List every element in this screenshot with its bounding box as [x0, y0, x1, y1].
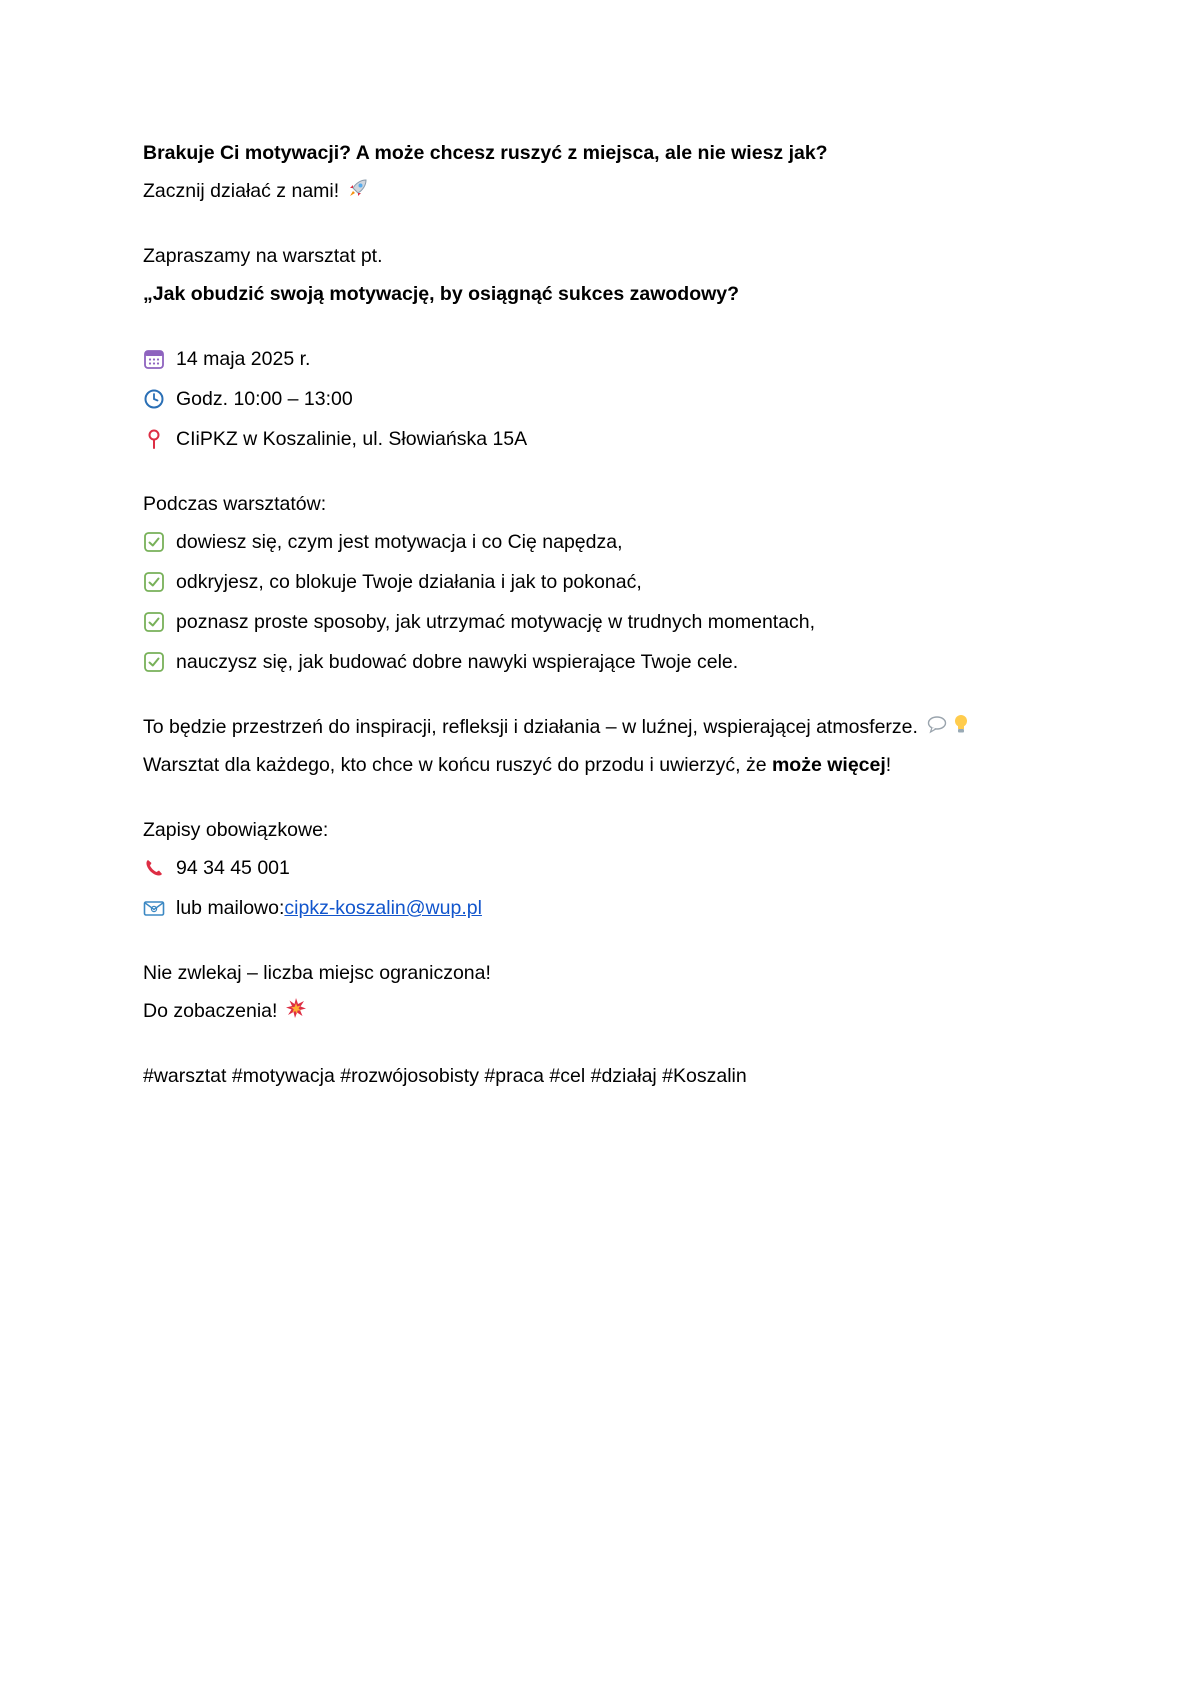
phone-line — [143, 856, 290, 880]
everyone-bold-text: może więcej — [771, 754, 886, 776]
hashtags: #warsztat #motywacja #rozwójosobisty #praca #cel #działaj #Koszalin — [143, 1065, 747, 1087]
everyone-text: Warsztat dla każdego, kto chce w końcu ruszyć do przodu i uwierzyć, że — [143, 754, 772, 776]
list-item-text: nauczysz się, jak budować dobre nawyki wspierające Twoje cele. — [176, 651, 739, 673]
email-link[interactable]: cipkz-koszalin@wup.pl — [284, 897, 482, 919]
list-item — [143, 610, 815, 634]
rocket-icon — [347, 177, 369, 205]
hurry-text: Nie zwlekaj – liczba miejsc ograniczona! — [143, 962, 491, 984]
see-you-line — [143, 999, 307, 1023]
invite-text: Zapraszamy na warsztat pt. — [143, 245, 383, 267]
envelope-icon — [143, 897, 165, 919]
mail-label: lub mailowo: — [176, 897, 285, 919]
time-text: Godz. 10:00 – 13:00 — [176, 388, 353, 410]
space-line — [143, 715, 970, 739]
list-item — [143, 650, 738, 674]
check-box-icon — [143, 651, 165, 673]
list-item-text: odkryjesz, co blokuje Twoje działania i jak to pokonać, — [176, 571, 642, 593]
list-item-text: poznasz proste sposoby, jak utrzymać motywację w trudnych momentach, — [176, 611, 816, 633]
mail-line — [143, 896, 482, 920]
time-line — [143, 387, 353, 411]
phone-icon — [143, 857, 165, 879]
place-text: CIiPKZ w Koszalinie, ul. Słowiańska 15A — [176, 428, 528, 450]
everyone-end-text: ! — [885, 754, 892, 776]
pushpin-icon — [143, 428, 165, 450]
date-text: 14 maja 2025 r. — [176, 348, 311, 370]
check-box-icon — [143, 611, 165, 633]
check-box-icon — [143, 531, 165, 553]
phone-number: 94 34 45 001 — [176, 857, 290, 879]
intro-line — [143, 179, 369, 203]
intro-text: Zacznij działać z nami! — [143, 180, 340, 202]
during-label: Podczas warsztatów: — [143, 493, 327, 515]
space-text: To będzie przestrzeń do inspiracji, refleksji i działania – w luźnej, wspierającej atmosferze. — [143, 716, 918, 738]
clock-icon — [143, 388, 165, 410]
workshop-title: „Jak obudzić swoją motywację, by osiągnąć sukces zawodowy? — [143, 283, 740, 305]
signup-label: Zapisy obowiązkowe: — [143, 819, 329, 841]
list-item — [143, 530, 623, 554]
everyone-line — [143, 753, 891, 777]
collision-icon — [285, 997, 307, 1025]
list-item-text: dowiesz się, czym jest motywacja i co Cię napędza, — [176, 531, 623, 553]
light-bulb-icon — [952, 713, 970, 741]
speech-bubble-icon — [926, 713, 948, 741]
see-you-text: Do zobaczenia! — [143, 1000, 278, 1022]
headline: Brakuje Ci motywacji? A może chcesz ruszyć z miejsca, ale nie wiesz jak? — [143, 142, 828, 164]
check-box-icon — [143, 571, 165, 593]
place-line — [143, 427, 527, 451]
calendar-icon — [143, 348, 165, 370]
list-item — [143, 570, 642, 594]
date-line — [143, 347, 310, 371]
